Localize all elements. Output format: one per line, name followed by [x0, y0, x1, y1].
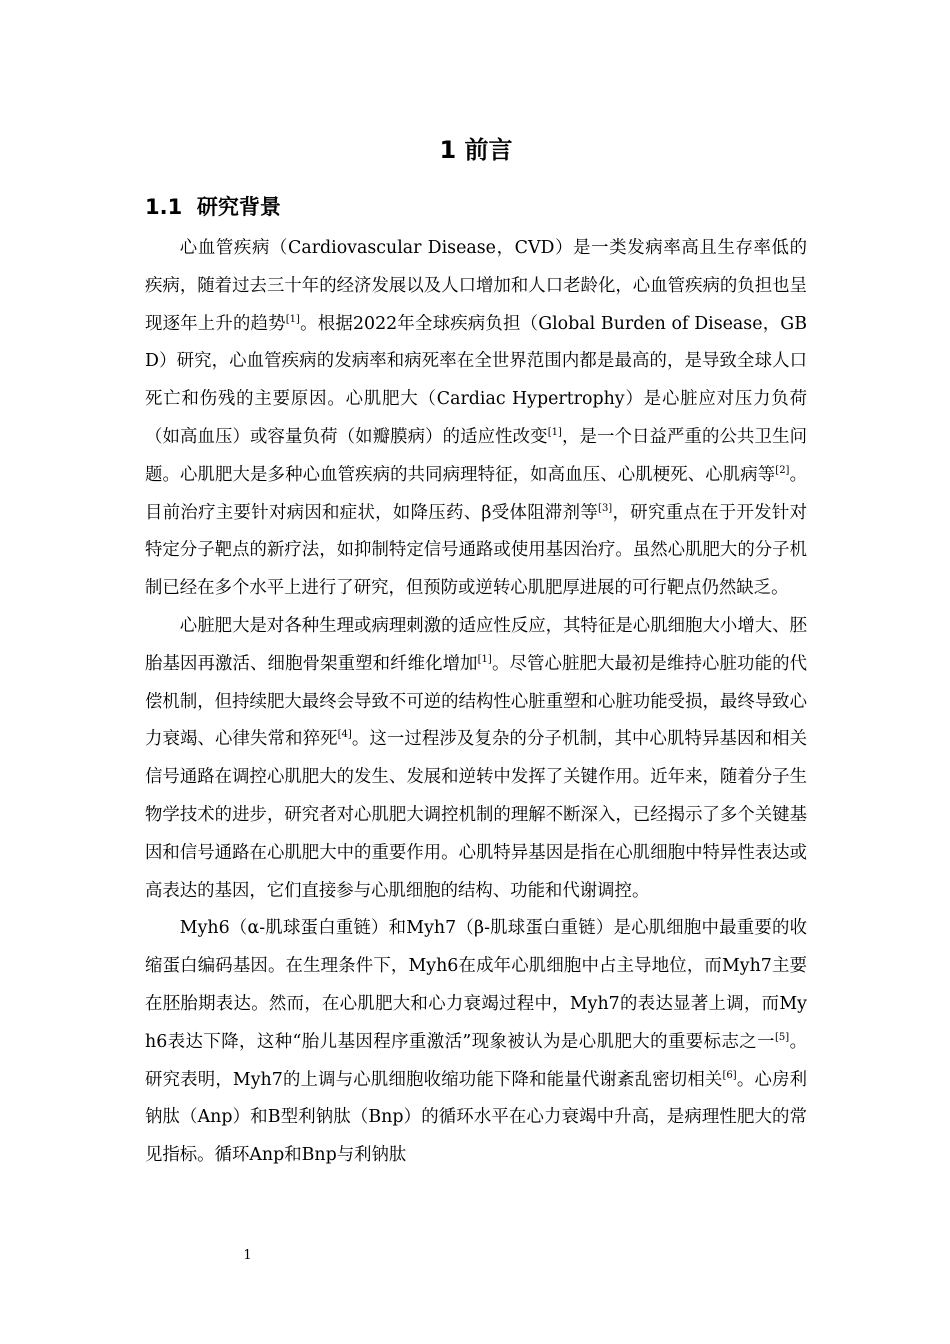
paragraph-text: Myh6（α-肌球蛋白重链）和Myh7（β-肌球蛋白重链）是心肌细胞中最重要的收缩蛋白编码基因。在生理条件下，Myh6在成年心肌细胞中占主导地位，而Myh7主要在胚胎期表达。然而，在心肌肥大和心力衰竭过程中，Myh7的表达显著上调，而Myh6表达下降，这种“胎儿基因程序重激活”现象被认为是心肌肥大的重要标志之一	[145, 918, 807, 1052]
body-text	[145, 230, 807, 1175]
citation-ref: [4]	[337, 729, 352, 741]
citation-ref: [1]	[477, 653, 492, 665]
paragraph-text: ，研究重点在于开发针对特定分子靶点的新疗法，如抑制特定信号通路或使用基因治疗。虽然心肌肥大的分子机制已经在多个水平上进行了研究，但预防或逆转心肌肥厚进展的可行靶点仍然缺乏。	[145, 502, 807, 599]
citation-ref: [2]	[775, 464, 790, 476]
paragraph-text: 。根据2022年全球疾病负担（Global Burden of Disease，GBD）研究，心血管疾病的发病率和病死率在全世界范围内都是最高的，是导致全球人口死亡和伤残的主要原因。心肌肥大（Cardiac Hypertrophy）是心脏应对压力负荷（如高血压）或容量负荷（如瓣膜病）的适应性改变	[145, 313, 807, 447]
section-title: 1.1 研究背景	[145, 195, 281, 219]
paragraph-text: 。心房利钠肽（Anp）和B型利钠肽（Bnp）的循环水平在心力衰竭中升高，是病理性肥大的常见指标。循环Anp和Bnp与利钠肽	[145, 1069, 807, 1166]
paragraph-text: 。这一过程涉及复杂的分子机制，其中心肌特异基因和相关信号通路在调控心肌肥大的发生、发展和逆转中发挥了关键作用。近年来，随着分子生物学技术的进步，研究者对心肌肥大调控机制的理解不断深入，已经揭示了多个关键基因和信号通路在心肌肥大中的重要作用。心肌特异基因是指在心肌细胞中特异性表达或高表达的基因，它们直接参与心肌细胞的结构、功能和代谢调控。	[145, 729, 807, 901]
paragraph-text: 心血管疾病（Cardiovascular Disease，CVD）是一类发病率高且生存率低的疾病，随着过去三十年的经济发展以及人口增加和人口老龄化，心血管疾病的负担也呈现逐年上升的趋势	[145, 238, 807, 334]
citation-ref: [1]	[285, 313, 300, 325]
paragraph-text: 。尽管心脏肥大最初是维持心脏功能的代偿机制，但持续肥大最终会导致不可逆的结构性心脏重塑和心脏功能受损，最终导致心力衰竭、心律失常和猝死	[145, 653, 807, 750]
paragraph-2	[145, 608, 807, 910]
paragraph-1	[145, 230, 807, 608]
paragraph-text: 心脏肥大是对各种生理或病理刺激的适应性反应，其特征是心肌细胞大小增大、胚胎基因再激活、细胞骨架重塑和纤维化增加	[145, 615, 807, 674]
citation-ref: [6]	[722, 1069, 737, 1081]
citation-ref: [3]	[598, 502, 613, 514]
paragraph-text: ，是一个日益严重的公共卫生问题。心肌肥大是多种心血管疾病的共同病理特征，如高血压、心肌梗死、心肌病等	[145, 426, 807, 485]
citation-ref: [1]	[547, 426, 562, 438]
paragraph-3	[145, 910, 807, 1175]
paragraph-text: 。目前治疗主要针对病因和症状，如降压药、β受体阻滞剂等	[145, 464, 807, 523]
chapter-title: 1 前言	[439, 136, 513, 164]
paragraph-text: 。研究表明，Myh7的上调与心肌细胞收缩功能下降和能量代谢紊乱密切相关	[145, 1031, 807, 1090]
page-number: 1	[243, 1248, 252, 1263]
citation-ref: [5]	[774, 1031, 790, 1043]
